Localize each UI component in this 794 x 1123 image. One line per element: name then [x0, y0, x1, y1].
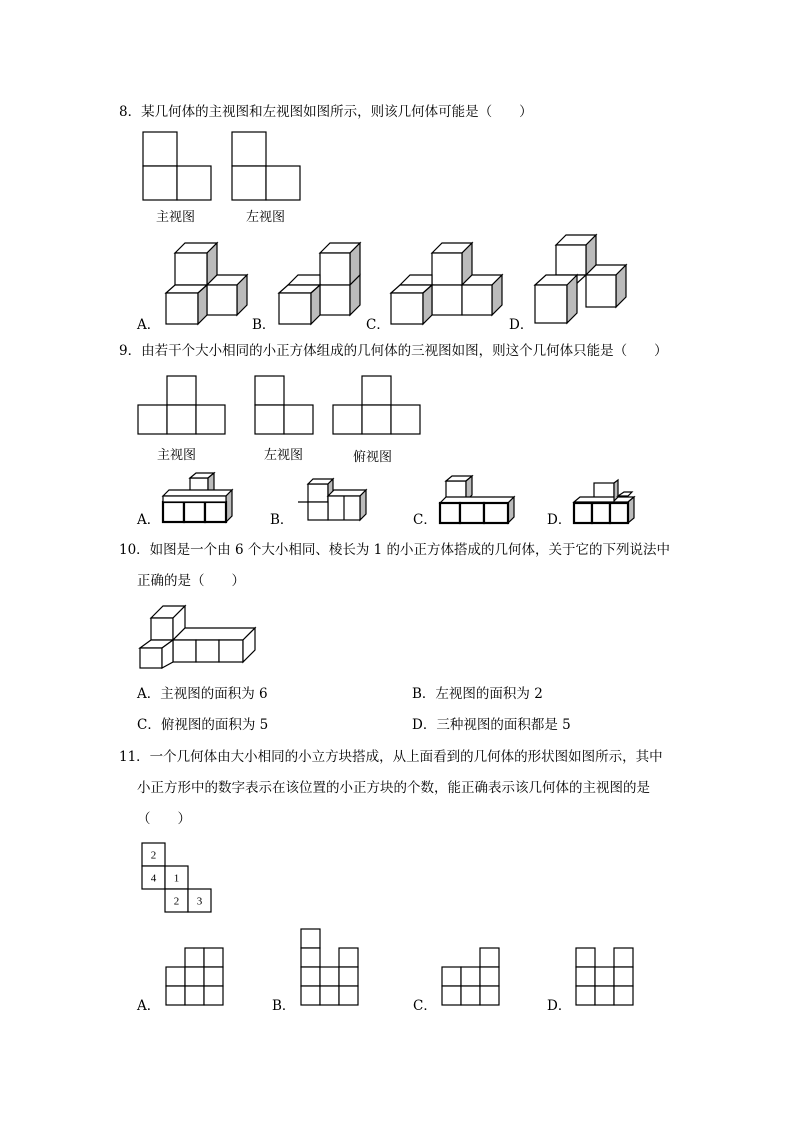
q9-option-d: D． [547, 512, 572, 528]
q8-figure-c [390, 241, 505, 326]
q8-figure-a [165, 241, 250, 326]
q10-option-c: C．俯视图的面积为 5 [137, 717, 269, 733]
q11-option-c: C． [413, 998, 437, 1014]
q8-figure-b [278, 241, 363, 326]
q8-option-b: B． [252, 317, 276, 333]
q9-option-a: A． [137, 512, 161, 528]
q9-left-view [254, 375, 316, 437]
grid-number: 2 [173, 895, 180, 908]
q9-text: 9．由若干个大小相同的小正方体组成的几何体的三视图如图，则这个几何体只能是（ ） [119, 343, 668, 359]
q11-line2: 小正方形中的数字表示在该位置的小正方块的个数，能正确表示该几何体的主视图的是 [137, 780, 650, 796]
q11-figure-c [441, 947, 503, 1009]
q8-text: 8．某几何体的主视图和左视图如图所示，则该几何体可能是（ ） [119, 104, 533, 120]
q9-option-b: B． [270, 512, 294, 528]
q9-figure-b [296, 478, 371, 528]
q8-option-a: A． [137, 317, 161, 333]
q9-front-view [137, 375, 227, 437]
q11-option-a: A． [137, 998, 161, 1014]
q8-front-view [142, 131, 212, 201]
q9-top-view [332, 375, 422, 437]
q9-front-label: 主视图 [157, 448, 197, 463]
q8-option-d: D． [509, 317, 534, 333]
grid-number: 3 [196, 895, 203, 908]
q11-line1: 11．一个几何体由大小相同的小立方块搭成，从上面看到的几何体的形状图如图所示，其中 [119, 749, 663, 765]
q9-top-label: 俯视图 [353, 450, 393, 465]
q9-figure-d [572, 480, 642, 528]
q10-figure [139, 604, 259, 669]
q9-figure-a [160, 472, 240, 527]
q10-option-d: D．三种视图的面积都是 5 [412, 717, 571, 733]
q9-left-label: 左视图 [264, 448, 304, 463]
q11-figure-a [165, 947, 225, 1009]
q9-figure-c [438, 475, 523, 527]
q9-option-c: C． [413, 512, 437, 528]
q8-option-c: C． [366, 317, 390, 333]
q10-option-a: A．主视图的面积为 6 [137, 686, 268, 702]
grid-number: 2 [150, 849, 157, 862]
q8-left-view [231, 131, 301, 201]
q8-figure-d [534, 233, 629, 328]
q10-line1: 10．如图是一个由 6 个大小相同、棱长为 1 的小正方体搭成的几何体，关于它的下列说法中 [119, 542, 671, 558]
q11-top-grid [141, 842, 213, 914]
q11-option-d: D． [547, 998, 572, 1014]
q11-figure-d [575, 947, 637, 1009]
q10-line2: 正确的是（ ） [137, 573, 245, 589]
q11-line3: （ ） [137, 811, 191, 827]
q10-option-b: B．左视图的面积为 2 [412, 686, 543, 702]
grid-number: 4 [150, 872, 157, 885]
q11-option-b: B． [272, 998, 296, 1014]
q11-figure-b [300, 928, 362, 1010]
q8-left-label: 左视图 [246, 210, 286, 225]
grid-number: 1 [173, 872, 180, 885]
q8-front-label: 主视图 [156, 210, 196, 225]
